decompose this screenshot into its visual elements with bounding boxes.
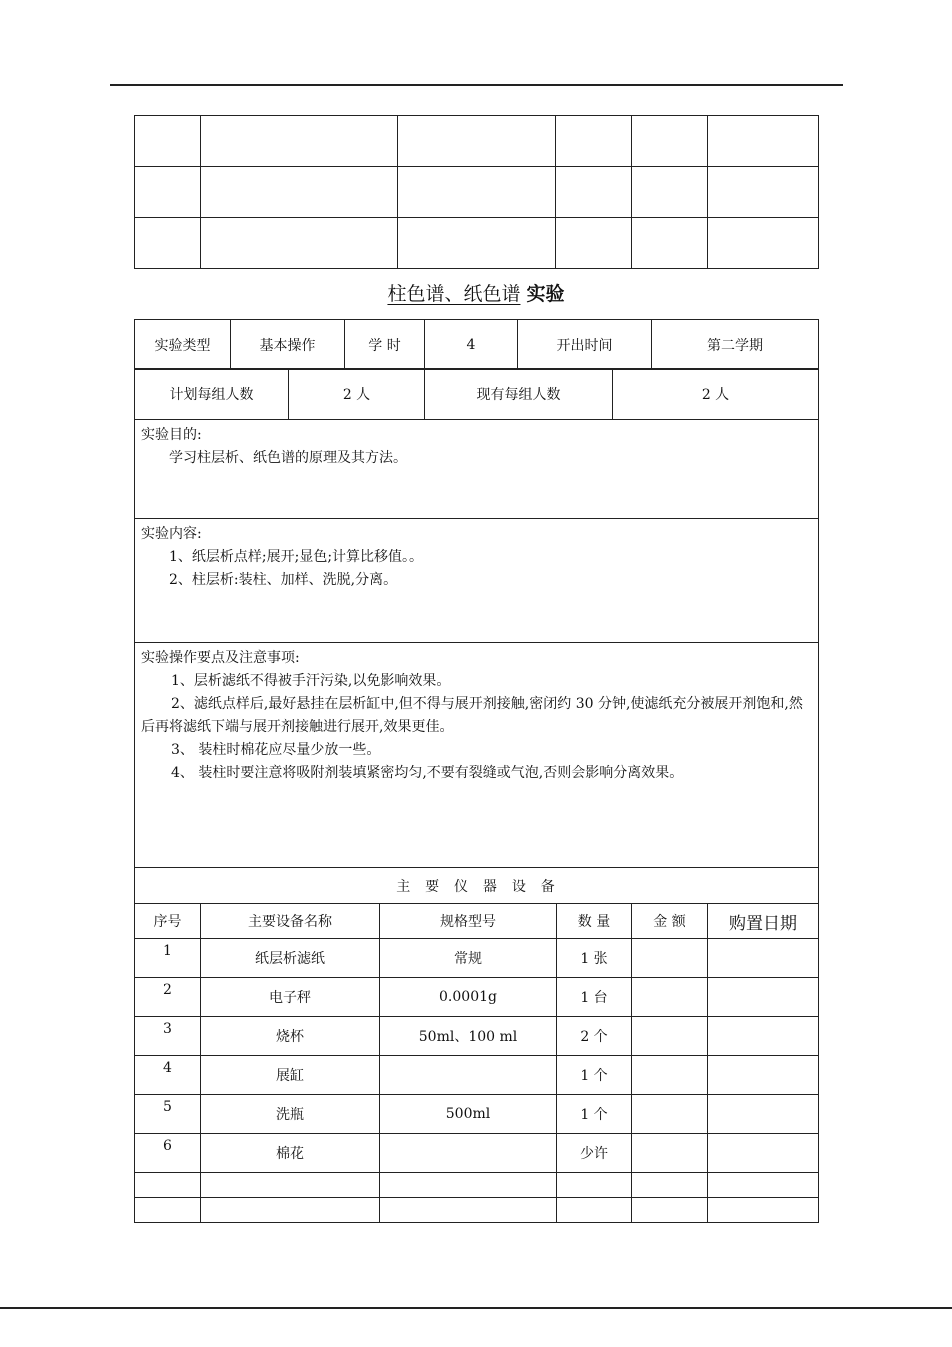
row-date xyxy=(708,978,819,1017)
row-date xyxy=(708,1095,819,1134)
row-date xyxy=(708,1017,819,1056)
term-label: 开出时间 xyxy=(518,320,652,370)
row-qty: 少许 xyxy=(557,1134,632,1173)
title-underlined: 柱色谱、纸色谱 xyxy=(387,283,521,305)
row-qty xyxy=(557,1173,632,1198)
row-index: 3 xyxy=(135,1017,201,1056)
row-spec xyxy=(380,1134,557,1173)
row-index: 6 xyxy=(135,1134,201,1173)
row-amount xyxy=(632,1173,708,1198)
row-index: 4 xyxy=(135,1056,201,1095)
content-heading: 实验内容: xyxy=(141,526,202,542)
row-index xyxy=(135,1198,201,1223)
row-name: 电子秤 xyxy=(201,978,380,1017)
row-amount xyxy=(632,1198,708,1223)
table-row xyxy=(135,1056,819,1095)
current-label: 现有每组人数 xyxy=(425,369,613,420)
text-blocks xyxy=(134,419,819,904)
header-rule xyxy=(110,84,843,86)
row-spec: 50ml、100 ml xyxy=(380,1017,557,1056)
col-header-qty: 数 量 xyxy=(557,904,632,939)
row-amount xyxy=(632,1056,708,1095)
notes-heading: 实验操作要点及注意事项: xyxy=(141,650,300,666)
col-header-name: 主要设备名称 xyxy=(201,904,380,939)
hours-label: 学 时 xyxy=(345,320,425,370)
row-qty: 1 个 xyxy=(557,1095,632,1134)
row-qty: 1 个 xyxy=(557,1056,632,1095)
row-index xyxy=(135,1173,201,1198)
col-header-spec: 规格型号 xyxy=(380,904,557,939)
type-label: 实验类型 xyxy=(135,320,231,370)
row-spec xyxy=(380,1198,557,1223)
row-qty xyxy=(557,1198,632,1223)
row-name xyxy=(201,1173,380,1198)
table-row xyxy=(135,1095,819,1134)
row-spec: 常规 xyxy=(380,939,557,978)
title-bold: 实验 xyxy=(526,283,565,305)
row-name: 棉花 xyxy=(201,1134,380,1173)
note-item: 2、滤纸点样后,最好悬挂在层析缸中,但不得与展开剂接触,密闭约 30 分钟,使滤纸充分被展开剂饱和,然后再将滤纸下端与展开剂接触进行展开,效果更佳。 xyxy=(141,696,803,735)
page-title xyxy=(0,280,952,308)
content-block xyxy=(135,519,819,643)
current-value: 2 人 xyxy=(613,369,819,420)
note-item: 1、层析滤纸不得被手汗污染,以免影响效果。 xyxy=(171,673,451,689)
row-amount xyxy=(632,978,708,1017)
table-header-row xyxy=(135,904,819,939)
row-name xyxy=(201,1198,380,1223)
row-index: 2 xyxy=(135,978,201,1017)
table-row xyxy=(135,167,819,218)
purpose-block xyxy=(135,420,819,519)
row-name: 纸层析滤纸 xyxy=(201,939,380,978)
row-index: 5 xyxy=(135,1095,201,1134)
row-index: 1 xyxy=(135,939,201,978)
continuation-table xyxy=(134,115,819,269)
col-header-date: 购置日期 xyxy=(708,904,819,939)
type-value: 基本操作 xyxy=(231,320,345,370)
row-spec xyxy=(380,1173,557,1198)
row-qty: 1 台 xyxy=(557,978,632,1017)
table-row xyxy=(135,939,819,978)
row-date xyxy=(708,1173,819,1198)
term-value: 第二学期 xyxy=(652,320,819,370)
row-amount xyxy=(632,1017,708,1056)
row-date xyxy=(708,1198,819,1223)
row-date xyxy=(708,1056,819,1095)
row-amount xyxy=(632,1134,708,1173)
note-item: 4、 装柱时要注意将吸附剂装填紧密均匀,不要有裂缝或气泡,否则会影响分离效果。 xyxy=(171,765,684,781)
table-row xyxy=(135,1134,819,1173)
table-row xyxy=(135,1017,819,1056)
table-row xyxy=(135,1198,819,1223)
content-line: 2、柱层析:装柱、加样、洗脱,分离。 xyxy=(169,572,398,588)
row-name: 洗瓶 xyxy=(201,1095,380,1134)
footer-rule xyxy=(0,1307,952,1309)
table-row xyxy=(135,1173,819,1198)
table-row xyxy=(135,978,819,1017)
equipment-table xyxy=(134,903,819,1223)
row-amount xyxy=(632,939,708,978)
row-date xyxy=(708,939,819,978)
row-spec: 0.0001g xyxy=(380,978,557,1017)
purpose-heading: 实验目的: xyxy=(141,427,202,443)
table-row xyxy=(135,116,819,167)
plan-label: 计划每组人数 xyxy=(135,369,289,420)
row-spec xyxy=(380,1056,557,1095)
col-header-index: 序号 xyxy=(135,904,201,939)
notes-block xyxy=(135,643,819,868)
plan-value: 2 人 xyxy=(289,369,425,420)
equipment-heading: 主 要 仪 器 设 备 xyxy=(135,868,819,904)
hours-value: 4 xyxy=(425,320,518,370)
note-item: 3、 装柱时棉花应尽量少放一些。 xyxy=(171,742,381,758)
row-qty: 1 张 xyxy=(557,939,632,978)
row-amount xyxy=(632,1095,708,1134)
info-table-row1 xyxy=(134,319,819,370)
row-name: 展缸 xyxy=(201,1056,380,1095)
row-qty: 2 个 xyxy=(557,1017,632,1056)
row-name: 烧杯 xyxy=(201,1017,380,1056)
purpose-line: 学习柱层析、纸色谱的原理及其方法。 xyxy=(169,450,407,466)
info-table-row2 xyxy=(134,368,819,420)
table-row xyxy=(135,218,819,269)
row-date xyxy=(708,1134,819,1173)
col-header-amount: 金 额 xyxy=(632,904,708,939)
content-line: 1、纸层析点样;展开;显色;计算比移值。。 xyxy=(169,549,424,565)
row-spec: 500ml xyxy=(380,1095,557,1134)
